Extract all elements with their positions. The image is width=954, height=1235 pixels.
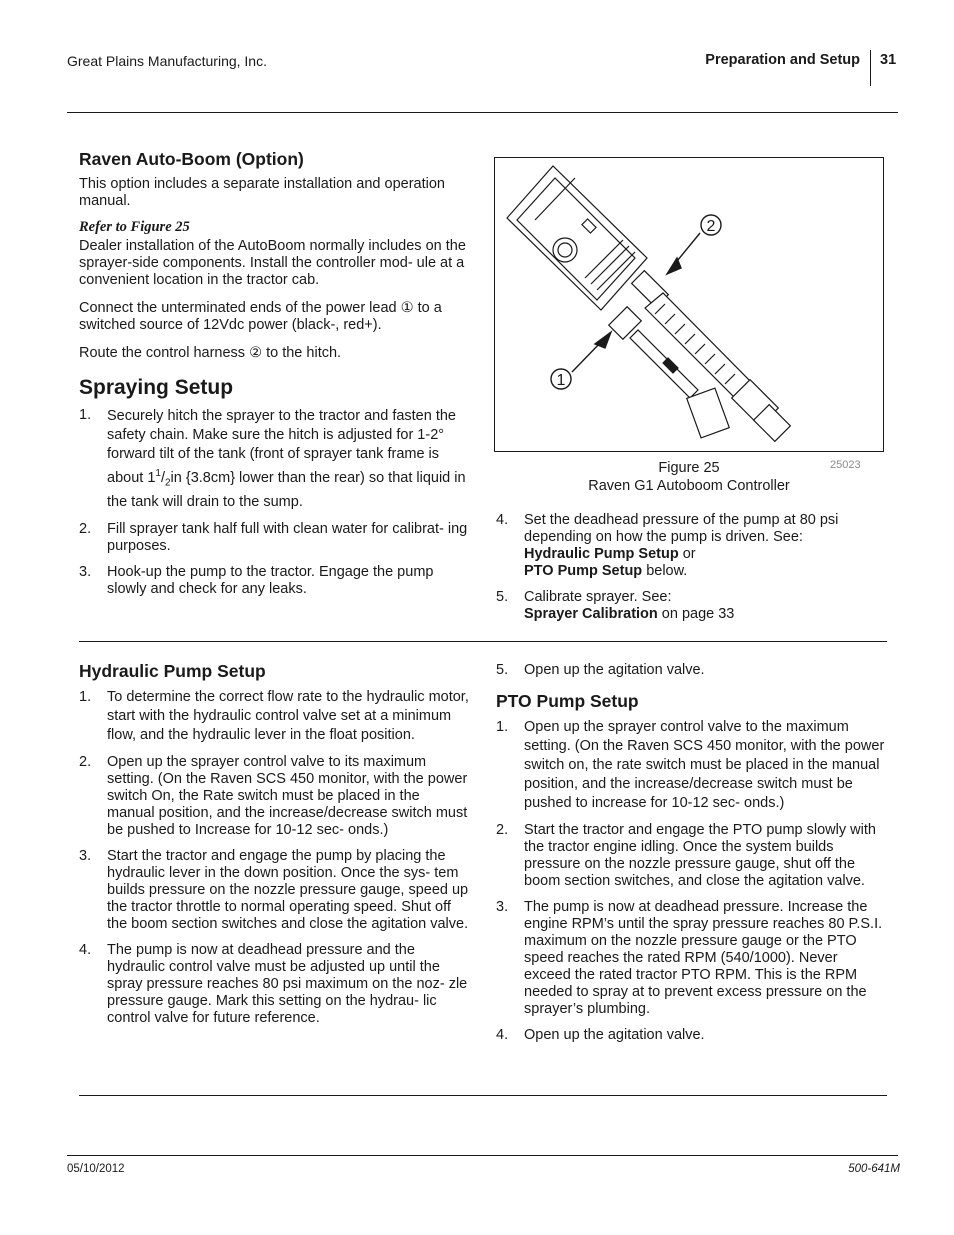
step-text: Open up the sprayer control valve to its maximum setting. (On the Raven SCS 450 monitor, with the power switch On, the Rate switch must be placed in the manual position, and the increase/decrease switch must be pushed to Increase for 10-12 sec- onds.) <box>107 754 468 838</box>
header-company: Great Plains Manufacturing, Inc. <box>67 53 267 69</box>
step-number: 4. <box>79 942 92 958</box>
list-item <box>496 589 888 623</box>
step-number: 5. <box>496 662 509 678</box>
step-number: 1. <box>79 407 92 423</box>
list-item <box>79 521 469 555</box>
raven-intro: This option includes a separate installation and operation manual. <box>79 176 445 209</box>
step1-text-b: in {3.8cm} lower than the rear) so that liquid in the tank will drain to the sump. <box>107 469 466 510</box>
pto-heading: PTO Pump Setup <box>496 691 639 711</box>
callout-1-label: 1 <box>556 372 566 389</box>
page-number: 31 <box>880 52 897 68</box>
step-number: 2. <box>79 754 92 770</box>
callout-2-label: 2 <box>706 218 716 235</box>
list-item <box>79 407 469 512</box>
figure-number: 25023 <box>830 459 861 471</box>
step-text: The pump is now at deadhead pressure and the hydraulic control valve must be adjusted up until the spray pressure reaches 80 psi maximum on the noz- zle pressure gauge. Mark this setting on the hydrau- lic control valve for future reference. <box>107 942 468 1026</box>
pto-section <box>496 662 888 1053</box>
step-number: 3. <box>79 563 92 580</box>
step-number: 5. <box>496 589 509 605</box>
step-number: 3. <box>79 848 92 864</box>
list-item <box>79 754 471 839</box>
step-text: Set the deadhead pressure of the pump at 80 psi depending on how the pump is driven. See: <box>524 512 839 545</box>
step-text: Start the tractor and engage the PTO pump slowly with the tractor engine idling. Once the system builds pressure on the nozzle pressure gauge, shut off the boom section switches, and close the agitation valve. <box>524 822 876 889</box>
step-text: To determine the correct flow rate to the hydraulic motor, start with the hydraulic control valve set at a minimum flow, and the hydraulic lever in the float position. <box>107 689 469 743</box>
list-item <box>496 899 888 1018</box>
raven-section <box>79 149 469 607</box>
step-text: Open up the agitation valve. <box>524 1027 705 1043</box>
step-text: Open up the sprayer control valve to the maximum setting. (On the Raven SCS 450 monitor, with the power switch on, the rate switch must be placed in the manual position, and the increase/decrease switch must be pushed to increase for 10-12 sec- onds.) <box>524 719 885 811</box>
list-item <box>79 688 471 745</box>
header-rule <box>67 112 898 113</box>
step4-links-2 <box>524 563 888 580</box>
list-item <box>496 718 888 813</box>
hydraulic-heading: Hydraulic Pump Setup <box>79 661 266 681</box>
spraying-heading: Spraying Setup <box>79 376 234 399</box>
frac-den: 2 <box>164 477 171 489</box>
sprayer-calibration-link[interactable]: Sprayer Calibration <box>524 606 658 622</box>
step-number: 3. <box>496 899 509 915</box>
refer-figure-link[interactable]: Refer to Figure 25 <box>79 219 190 235</box>
step4-links <box>524 546 888 563</box>
figure-caption <box>494 459 884 495</box>
spraying-steps-right <box>496 512 888 632</box>
list-item <box>79 942 471 1027</box>
list-item <box>496 512 888 580</box>
hydraulic-section <box>79 661 471 1036</box>
step5-page: on page 33 <box>657 606 735 622</box>
raven-para1: Dealer installation of the AutoBoom normally includes on the sprayer-side components. Install the controller mod- ule at a convenient location in the tractor cab. <box>79 238 466 288</box>
footer-rule <box>67 1155 898 1156</box>
step-text: Hook-up the pump to the tractor. Engage the pump slowly and check for any leaks. <box>107 563 434 597</box>
raven-para2: Connect the unterminated ends of the power lead ① to a switched source of 12Vdc power (black-, red+). <box>79 300 442 333</box>
figure-image <box>494 157 884 452</box>
header-section: Preparation and Setup <box>705 52 860 68</box>
step-number: 2. <box>79 520 92 537</box>
step-number: 2. <box>496 822 509 838</box>
list-item <box>496 822 888 890</box>
step-text: Fill sprayer tank half full with clean water for calibrat- ing purposes. <box>107 520 468 554</box>
list-item <box>79 848 471 933</box>
footer-date: 05/10/2012 <box>67 1163 125 1175</box>
figure-label: Figure 25 <box>658 460 720 476</box>
step-text: Calibrate sprayer. See: <box>524 589 672 605</box>
step-text: The pump is now at deadhead pressure. Increase the engine RPM’s until the spray pressure reaches 80 P.S.I. maximum on the nozzle pressure gauge or the PTO speed reaches the rated RPM (540/1000). Never exceed the rated tractor PTO RPM. This is the RPM needed to spray at to prevent excess pressure on the sprayer’s plumbing. <box>524 899 883 1017</box>
step5-links <box>524 606 888 623</box>
list-item <box>496 662 888 679</box>
hydraulic-pump-setup-link[interactable]: Hydraulic Pump Setup <box>524 546 679 562</box>
controller-module <box>507 166 647 310</box>
step1-text-a: Securely hitch the sprayer to the tractor and fasten the safety chain. Make sure the hitch is adjusted for 1-2° forward tilt of the tank (front of sprayer tank frame is about 1 <box>107 408 456 486</box>
section-rule-2 <box>79 1095 887 1096</box>
figure-title: Raven G1 Autoboom Controller <box>588 478 790 494</box>
step-text: Start the tractor and engage the pump by placing the hydraulic lever in the down position. Once the sys- tem builds pressure on the nozzle pressure gauge, speed up the tractor throttle to normal operating speed. Shut off the boom section switches and close the agitation valve. <box>107 848 469 932</box>
step-number: 4. <box>496 1027 509 1043</box>
header-divider <box>870 50 871 86</box>
controller-illustration <box>495 158 883 451</box>
step-number: 1. <box>79 689 92 705</box>
step-number: 1. <box>496 719 509 735</box>
section-rule-1 <box>79 641 887 642</box>
step-text: Securely hitch the sprayer to the tractor and fasten the safety chain. Make sure the hitch is adjusted for 1-2° forward tilt of the tank (front of sprayer tank frame is about $1^1/_2in$ {3.8cm} lower than the rear) so that liquid in the tank will drain to the sump. <box>107 408 466 510</box>
list-item <box>496 1027 888 1044</box>
list-item <box>79 564 469 598</box>
spraying-steps-left <box>79 407 469 598</box>
raven-para3: Route the control harness ② to the hitch. <box>79 345 342 361</box>
frac-num: 1 <box>155 468 161 479</box>
step-number: 4. <box>496 512 509 528</box>
step-text: Open up the agitation valve. <box>524 662 705 678</box>
raven-heading: Raven Auto-Boom (Option) <box>79 149 304 169</box>
step4-below: below. <box>642 563 688 579</box>
step4-or: or <box>678 546 696 562</box>
pto-pump-setup-link[interactable]: PTO Pump Setup <box>524 563 643 579</box>
footer-doc-number: 500-641M <box>848 1163 900 1175</box>
